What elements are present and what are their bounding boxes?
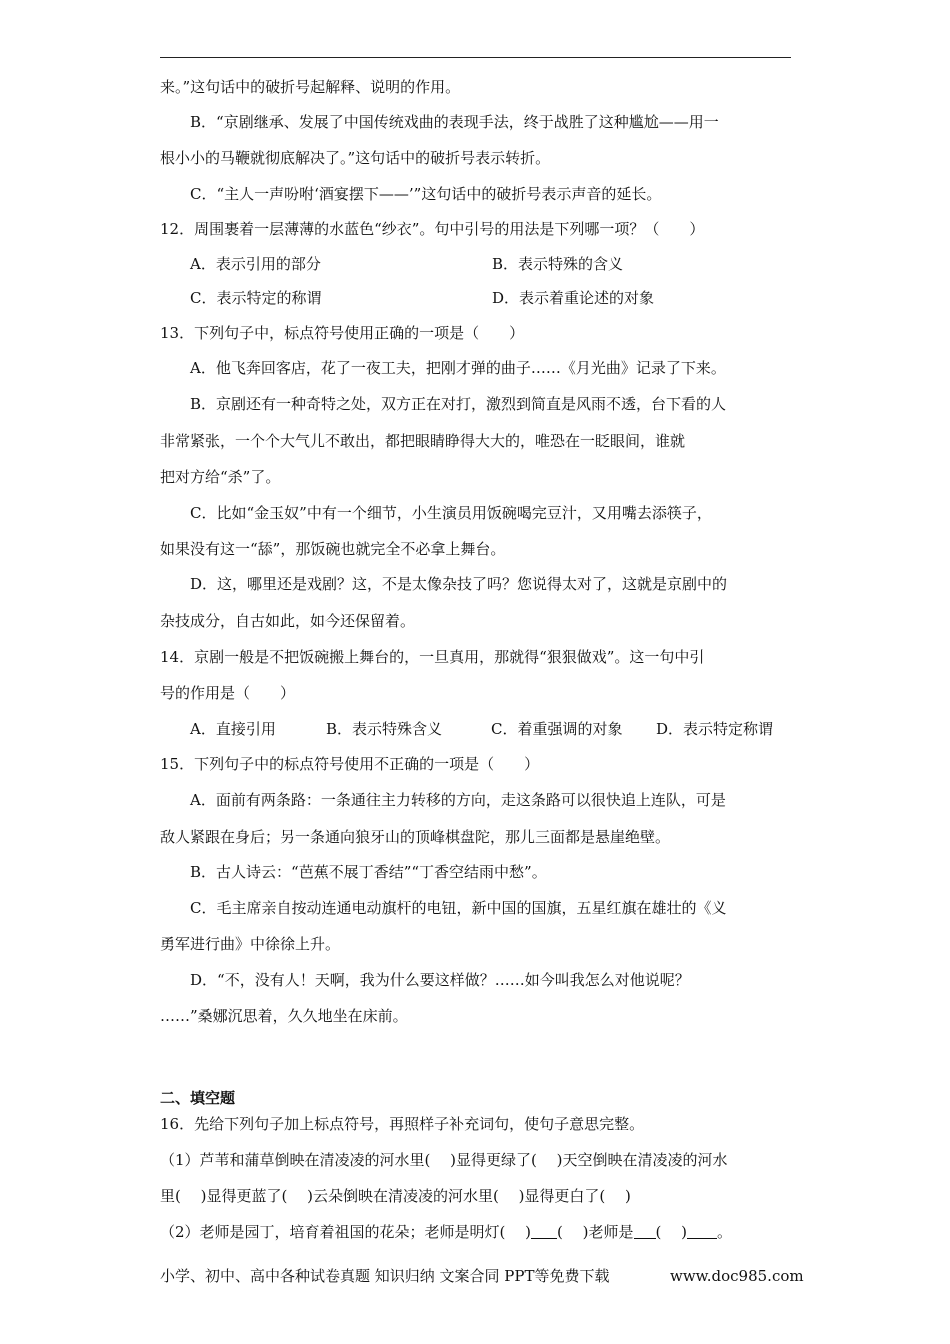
- q13-option-a: A．他飞奔回客店，花了一夜工夫，把刚才弹的曲子……《月光曲》记录了下来。: [190, 359, 726, 377]
- q16-part2-text-c: ( ): [655, 1223, 687, 1241]
- q13-option-b-line1: B．京剧还有一种奇特之处，双方正在对打，激烈到简直是风雨不透，台下看的人: [190, 395, 727, 413]
- q13-option-b-line2: 非常紧张，一个个大气儿不敢出，都把眼睛睁得大大的，唯恐在一眨眼间，谁就: [160, 432, 686, 450]
- q16-part1-line2: 里( )显得更蓝了( )云朵倒映在清凌凌的河水里( )显得更白了( ): [160, 1187, 631, 1205]
- q16-part2-text-b: ( )老师是: [557, 1223, 634, 1241]
- q14-stem-line2: 号的作用是（ ）: [160, 684, 296, 702]
- q15-option-d-line2: ……”桑娜沉思着，久久地坐在床前。: [160, 1007, 408, 1025]
- q14-option-a: A．直接引用: [190, 720, 276, 738]
- q15-option-d-line1: D．“不，没有人！天啊，我为什么要这样做？……如今叫我怎么对他说呢？: [190, 971, 690, 989]
- q11-option-c: C．“主人一声吩咐‘酒宴摆下——’”这句话中的破折号表示声音的延长。: [190, 185, 662, 203]
- q12-option-c: C．表示特定的称谓: [190, 289, 322, 307]
- q11-option-b-line2: 根小小的马鞭就彻底解决了。”这句话中的破折号表示转折。: [160, 149, 551, 167]
- q12-option-d: D．表示着重论述的对象: [492, 289, 655, 307]
- q16-part2-text-a: （2）老师是园丁，培育着祖国的花朵；老师是明灯( ): [160, 1223, 532, 1241]
- q13-option-c-line2: 如果没有这一“舔”，那饭碗也就完全不必拿上舞台。: [160, 540, 506, 558]
- footer: [160, 1266, 804, 1286]
- q13-stem: 13．下列句子中，标点符号使用正确的一项是（ ）: [160, 324, 525, 342]
- q15-option-a-line2: 敌人紧跟在身后；另一条通向狼牙山的顶峰棋盘陀，那儿三面都是悬崖绝壁。: [160, 828, 671, 846]
- q14-option-d: D．表示特定称谓: [656, 720, 774, 738]
- q16-part2-text-d: 。: [717, 1223, 733, 1241]
- q15-option-c-line2: 勇军进行曲》中徐徐上升。: [160, 935, 341, 953]
- q14-option-c: C．着重强调的对象: [491, 720, 623, 738]
- blank-underline[interactable]: [687, 1223, 717, 1239]
- q11-continuation-line: 来。”这句话中的破折号起解释、说明的作用。: [160, 78, 461, 96]
- footer-text: 小学、初中、高中各种试卷真题 知识归纳 文案合同 PPT等免费下载: [160, 1267, 610, 1285]
- q14-stem-line1: 14．京剧一般是不把饭碗搬上舞台的，一旦真用，那就得“狠狠做戏”。这一句中引: [160, 648, 705, 666]
- q15-option-a-line1: A．面前有两条路：一条通往主力转移的方向，走这条路可以很快追上连队，可是: [190, 791, 726, 809]
- section-title-fill-in: 二、填空题: [160, 1089, 236, 1107]
- q13-option-d-line2: 杂技成分，自古如此，如今还保留着。: [160, 612, 416, 630]
- q13-option-b-line3: 把对方给“杀”了。: [160, 468, 281, 486]
- q16-part1-line1: （1）芦苇和蒲草倒映在清凌凌的河水里( )显得更绿了( )天空倒映在清凌凌的河水: [160, 1151, 728, 1169]
- q16-stem: 16．先给下列句子加上标点符号，再照样子补充词句，使句子意思完整。: [160, 1115, 645, 1133]
- header-rule: [160, 57, 791, 58]
- q15-option-c-line1: C．毛主席亲自按动连通电动旗杆的电钮，新中国的国旗，五星红旗在雄壮的《义: [190, 899, 727, 917]
- q15-stem: 15．下列句子中的标点符号使用不正确的一项是（ ）: [160, 755, 540, 773]
- blank-underline[interactable]: [531, 1223, 557, 1239]
- blank-underline[interactable]: [634, 1223, 656, 1239]
- q11-option-b-line1: B．“京剧继承、发展了中国传统戏曲的表现手法，终于战胜了这种尴尬——用一: [190, 113, 719, 131]
- q12-option-a: A．表示引用的部分: [190, 255, 321, 273]
- q12-option-b: B．表示特殊的含义: [492, 255, 624, 273]
- q13-option-c-line1: C．比如“金玉奴”中有一个细节，小生演员用饭碗喝完豆汁，又用嘴去添筷子，: [190, 504, 712, 522]
- q15-option-b: B．古人诗云：“芭蕉不展丁香结”“丁香空结雨中愁”。: [190, 863, 547, 881]
- q16-part2: [160, 1222, 800, 1242]
- q12-stem: 12．周围裹着一层薄薄的水蓝色“纱衣”。句中引号的用法是下列哪一项？（ ）: [160, 220, 705, 238]
- q13-option-d-line1: D．这，哪里还是戏剧？这，不是太像杂技了吗？您说得太对了，这就是京剧中的: [190, 575, 728, 593]
- q14-option-b: B．表示特殊含义: [326, 720, 443, 738]
- footer-url-link[interactable]: www.doc985.com: [670, 1267, 804, 1285]
